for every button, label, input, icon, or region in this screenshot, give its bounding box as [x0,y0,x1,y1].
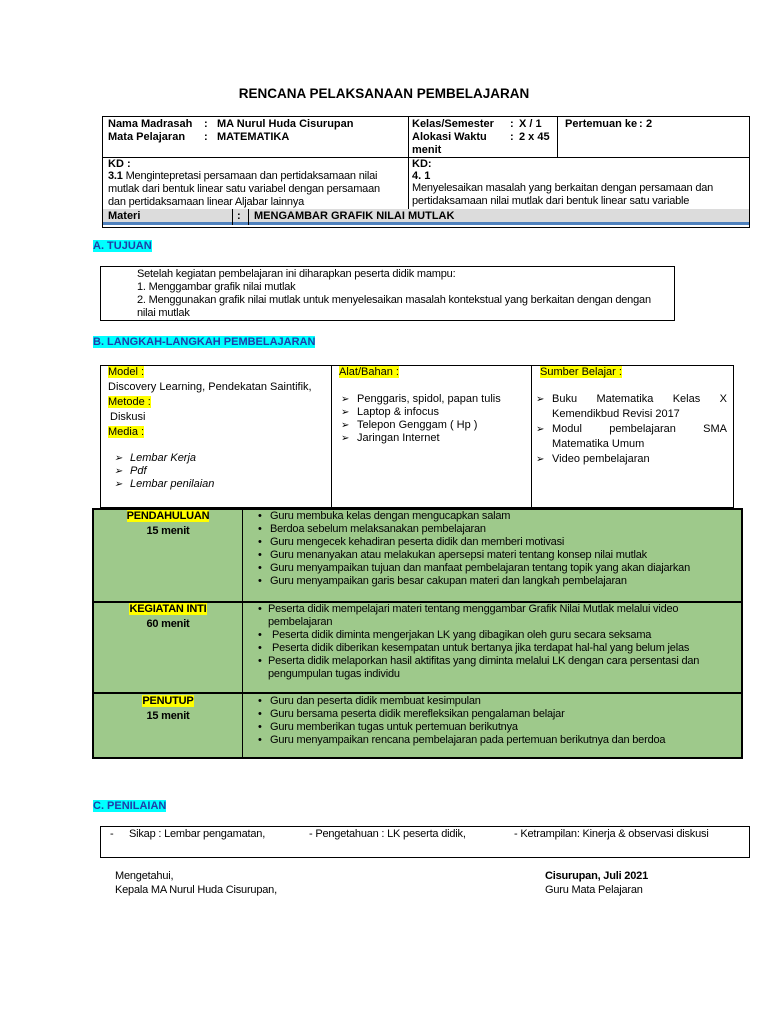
kelas-label: Kelas/Semester [412,118,494,130]
kd-right-text [412,182,746,208]
model-label: Model : [108,366,145,378]
langkah-heading: B. LANGKAH-LANGKAH PEMBELAJARAN [93,336,316,348]
activity-item: • Guru menanyakan atau melakukan apersepsi materi tentang konsep nilai mutlak [244,549,735,562]
signature-left [115,870,277,897]
activity-item: • Guru mengecek kehadiran peserta didik dan memberi motivasi [244,536,735,549]
inti-list [244,603,741,681]
alat-label: Alat/Bahan : [339,366,399,378]
activity-item: • Guru dan peserta didik membuat kesimpulan [244,695,735,708]
activity-item: • Peserta didik melaporkan hasil aktifitas yang diminta melalui LK dengan cara persentasi dan pengumpulan tugas individu [244,655,735,681]
signature-left-line-1: Mengetahui, [115,870,174,882]
mapel-value: MATEMATIKA [217,131,290,143]
pendahuluan-phase [94,510,242,538]
penilaian-pengetahuan: - Pengetahuan : LK peserta didik, [309,828,466,840]
alokasi-label: Alokasi Waktu [412,131,487,143]
tujuan-item-2: 2. Menggunakan grafik nilai mutlak untuk menyelesaikan masalah kontekstual yang berkaitan dengan dengan [137,294,651,306]
materi-label: Materi [108,210,141,222]
penutup-label: PENUTUP [142,695,194,707]
sumber-list [534,393,727,466]
activity-item: • Guru bersama peserta didik merefleksikan pengalaman belajar [244,708,735,721]
mapel-label: Mata Pelajaran [108,131,186,143]
penilaian-sikap: Sikap : Lembar pengamatan, [129,828,266,840]
signature-right [545,870,648,897]
alat-item: ➢ Laptop & infocus [339,406,527,419]
signature-right-line-2: Guru Mata Pelajaran [545,884,643,896]
activity-item: • Guru menyampaikan rencana pembelajaran pada pertemuan berikutnya dan berdoa [244,734,735,747]
pertemuan-value: 2 [646,118,653,130]
model-column [108,366,328,507]
alat-item: ➢ Jaringan Internet [339,432,527,445]
materi-row [103,209,749,225]
media-item: ➢ Pdf [112,465,328,478]
sumber-column [534,366,727,507]
media-item: ➢ Lembar penilaian [112,478,328,491]
tujuan-heading: A. TUJUAN [93,240,152,252]
alokasi-value: 2 x 45 [519,131,550,143]
kelas-value: X / 1 [519,118,542,130]
alat-item: ➢ Telepon Genggam ( Hp ) [339,419,527,432]
alokasi-unit: menit [412,144,442,156]
mapel-colon: : [204,131,208,143]
tujuan-intro: Setelah kegiatan pembelajaran ini diharapkan peserta didik mampu: [137,268,456,280]
pendahuluan-time: 15 menit [146,525,190,537]
kd-left-line-3: dan pertidaksamaan linear Aljabar lainnya [108,196,305,208]
sumber-label: Sumber Belajar : [540,366,622,378]
media-label: Media : [108,426,145,438]
signature-right-line-1: Cisurupan, Juli 2021 [545,870,648,882]
activity-item: • Peserta didik mempelajari materi tentang menggambar Grafik Nilai Mutlak melalui video pembelajaran [244,603,735,629]
penutup-time: 15 menit [146,710,190,722]
inti-label: KEGIATAN INTI [129,603,207,615]
activity-item: • Guru menyampaikan garis besar cakupan materi dan langkah pembelajaran [244,575,735,588]
penilaian-keterampilan: - Ketrampilan: Kinerja & observasi diskusi [514,828,709,840]
materi-value: MENGAMBAR GRAFIK NILAI MUTLAK [254,210,455,222]
signature-left-line-2: Kepala MA Nurul Huda Cisurupan, [115,884,277,896]
kd-left-label: KD : [108,158,131,170]
penilaian-heading: C. PENILAIAN [93,800,167,812]
tujuan-item-1: 1. Menggambar grafik nilai mutlak [137,281,296,293]
resources-table [100,365,734,508]
pertemuan-label: Pertemuan ke [565,118,638,130]
alat-list [339,393,527,445]
tujuan-box [100,266,675,321]
media-item: ➢ Lembar Kerja [112,452,328,465]
sumber-item: ➢ Video pembelajaran [534,453,727,466]
tujuan-item-2-cont: nilai mutlak [137,307,190,319]
metode-value: Diskusi [110,411,146,423]
madrasah-label: Nama Madrasah [108,118,193,130]
media-list [108,452,328,491]
document-title: RENCANA PELAKSANAAN PEMBELAJARAN [238,86,530,101]
metode-label: Metode : [108,396,151,408]
alat-item: ➢ Penggaris, spidol, papan tulis [339,393,527,406]
kd-right-num: 4. 1 [412,170,431,182]
kd-left-line-2: mutlak dari bentuk linear satu variabel dengan persamaan [108,183,380,195]
inti-time: 60 menit [146,618,190,630]
kd-right-line-2: pertidaksamaan nilai mutlak dari bentuk linear satu variable [412,195,690,207]
alokasi-colon: : [510,131,514,143]
alat-column [339,366,527,507]
madrasah-colon: : [204,118,208,130]
activities-table [92,508,743,759]
kd-left-line-1: Mengintepretasi persamaan dan pertidaksamaan nilai [125,170,378,182]
activity-item: • Guru memberikan tugas untuk pertemuan berikutnya [244,721,735,734]
activity-item: • Peserta didik diminta mengerjakan LK yang dibagikan oleh guru secara seksama [244,629,735,642]
kd-right-label: KD: [412,158,432,170]
kd-left-num: 3.1 [108,170,123,182]
kd-right-line-1: Menyelesaikan masalah yang berkaitan dengan persamaan dan [412,182,714,194]
pendahuluan-label: PENDAHULUAN [126,510,210,522]
penilaian-dash: - [110,828,114,840]
sumber-item: ➢ Modul pembelajaran SMA Matematika Umum [534,423,727,451]
activity-item: • Peserta didik diberikan kesempatan untuk bertanya jika terdapat hal-hal yang belum jelas [244,642,735,655]
header-table [102,116,750,228]
penutup-list [244,695,741,747]
activity-item: • Guru menyampaikan tujuan dan manfaat pembelajaran tentang topik yang akan diajarkan [244,562,735,575]
materi-colon: : [237,210,241,222]
penutup-phase [94,695,242,723]
inti-phase [94,603,242,631]
madrasah-value: MA Nurul Huda Cisurupan [217,118,354,130]
sumber-item: ➢ Buku Matematika Kelas X Kemendikbud Revisi 2017 [534,393,727,421]
kelas-colon: : [510,118,514,130]
activity-item: • Berdoa sebelum melaksanakan pembelajaran [244,523,735,536]
pendahuluan-list [244,510,741,588]
kd-left-text [108,170,404,209]
penilaian-box [100,826,750,858]
model-value: Discovery Learning, Pendekatan Saintifik, [108,381,312,393]
activity-item: • Guru membuka kelas dengan mengucapkan salam [244,510,735,523]
pertemuan-colon: : [639,118,643,130]
